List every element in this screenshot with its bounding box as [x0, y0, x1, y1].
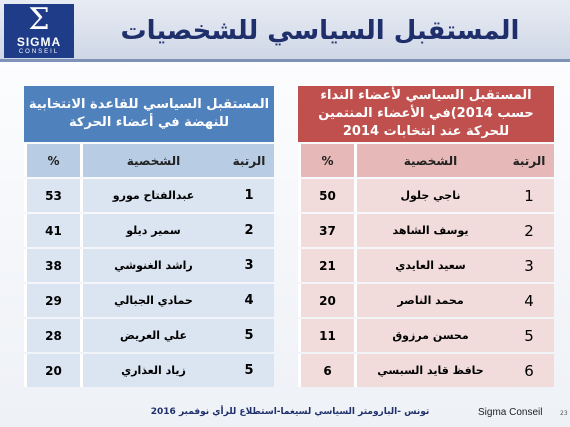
row-pct: 29 — [24, 284, 80, 317]
row-pct: 53 — [24, 179, 80, 212]
header-rank: الرتبة — [512, 153, 546, 168]
table-row — [24, 214, 274, 247]
row-name: زياد العذاري — [80, 354, 224, 387]
row-pct: 6 — [298, 354, 354, 387]
table-row — [24, 319, 274, 352]
row-pct: 20 — [298, 284, 354, 317]
row-pct: 37 — [298, 214, 354, 247]
sigma-logo-icon: Σ — [28, 2, 50, 37]
row-rank: 3 — [244, 258, 254, 273]
sigma-logo — [4, 4, 74, 58]
header-name: الشخصية — [354, 144, 504, 177]
header-name: الشخصية — [80, 144, 224, 177]
table-row — [298, 179, 554, 212]
table-row — [298, 354, 554, 387]
row-name: حمادي الجبالي — [80, 284, 224, 317]
table-row — [298, 284, 554, 317]
row-rank: 5 — [244, 363, 254, 378]
footer-source-text: تونس -البارومتر السياسي لسيغما-استطلاع للرأي نوفمبر 2016 — [150, 407, 430, 417]
logo-sub-text: CONSEIL — [18, 49, 60, 55]
page-number: 23 — [560, 410, 568, 417]
right-table-header-row — [298, 144, 554, 177]
logo-brand-text: SIGMA — [16, 35, 62, 49]
row-pct: 21 — [298, 249, 354, 282]
row-name: سعيد العايدي — [354, 249, 504, 282]
row-rank: 1 — [524, 186, 534, 205]
footer-brand: Sigma Conseil — [478, 407, 543, 418]
left-table-caption: المستقبل السياسي للقاعدة الانتخابية للنهضة في أعضاء الحركة — [24, 86, 274, 142]
row-name: علي العريض — [80, 319, 224, 352]
right-ranking-table — [298, 142, 554, 389]
row-pct: 20 — [24, 354, 80, 387]
left-table — [24, 86, 274, 389]
row-rank: 1 — [244, 188, 254, 203]
row-name: عبدالفتاح مورو — [80, 179, 224, 212]
table-row — [24, 354, 274, 387]
row-rank: 5 — [524, 326, 534, 345]
header-rank: الرتبة — [232, 153, 266, 168]
right-table — [298, 86, 554, 389]
row-pct: 28 — [24, 319, 80, 352]
page-title: المستقبل السياسي للشخصيات — [120, 16, 520, 46]
table-row — [298, 214, 554, 247]
row-rank: 2 — [524, 221, 534, 240]
header-pct: % — [298, 144, 354, 177]
left-table-header-row — [24, 144, 274, 177]
row-name: حافظ قايد السبسي — [354, 354, 504, 387]
table-row — [298, 249, 554, 282]
right-table-caption: المستقبل السياسي لأعضاء النداء حسب 2014)في الأعضاء المنتمين للحركة عند انتخابات 2014 — [298, 86, 554, 142]
header-pct: % — [24, 144, 80, 177]
table-row — [298, 319, 554, 352]
row-rank: 2 — [244, 223, 254, 238]
row-name: محسن مرزوق — [354, 319, 504, 352]
left-ranking-table — [24, 142, 274, 389]
row-name: يوسف الشاهد — [354, 214, 504, 247]
row-rank: 4 — [524, 291, 534, 310]
row-pct: 38 — [24, 249, 80, 282]
row-pct: 41 — [24, 214, 80, 247]
row-name: ناجي جلول — [354, 179, 504, 212]
row-pct: 11 — [298, 319, 354, 352]
row-name: راشد الغنوشي — [80, 249, 224, 282]
row-rank: 6 — [524, 361, 534, 380]
row-pct: 50 — [298, 179, 354, 212]
header-bar — [0, 0, 570, 62]
table-row — [24, 179, 274, 212]
row-name: محمد الناصر — [354, 284, 504, 317]
row-rank: 4 — [244, 293, 254, 308]
table-row — [24, 284, 274, 317]
table-row — [24, 249, 274, 282]
row-rank: 3 — [524, 256, 534, 275]
row-rank: 5 — [244, 328, 254, 343]
row-name: سمير ديلو — [80, 214, 224, 247]
